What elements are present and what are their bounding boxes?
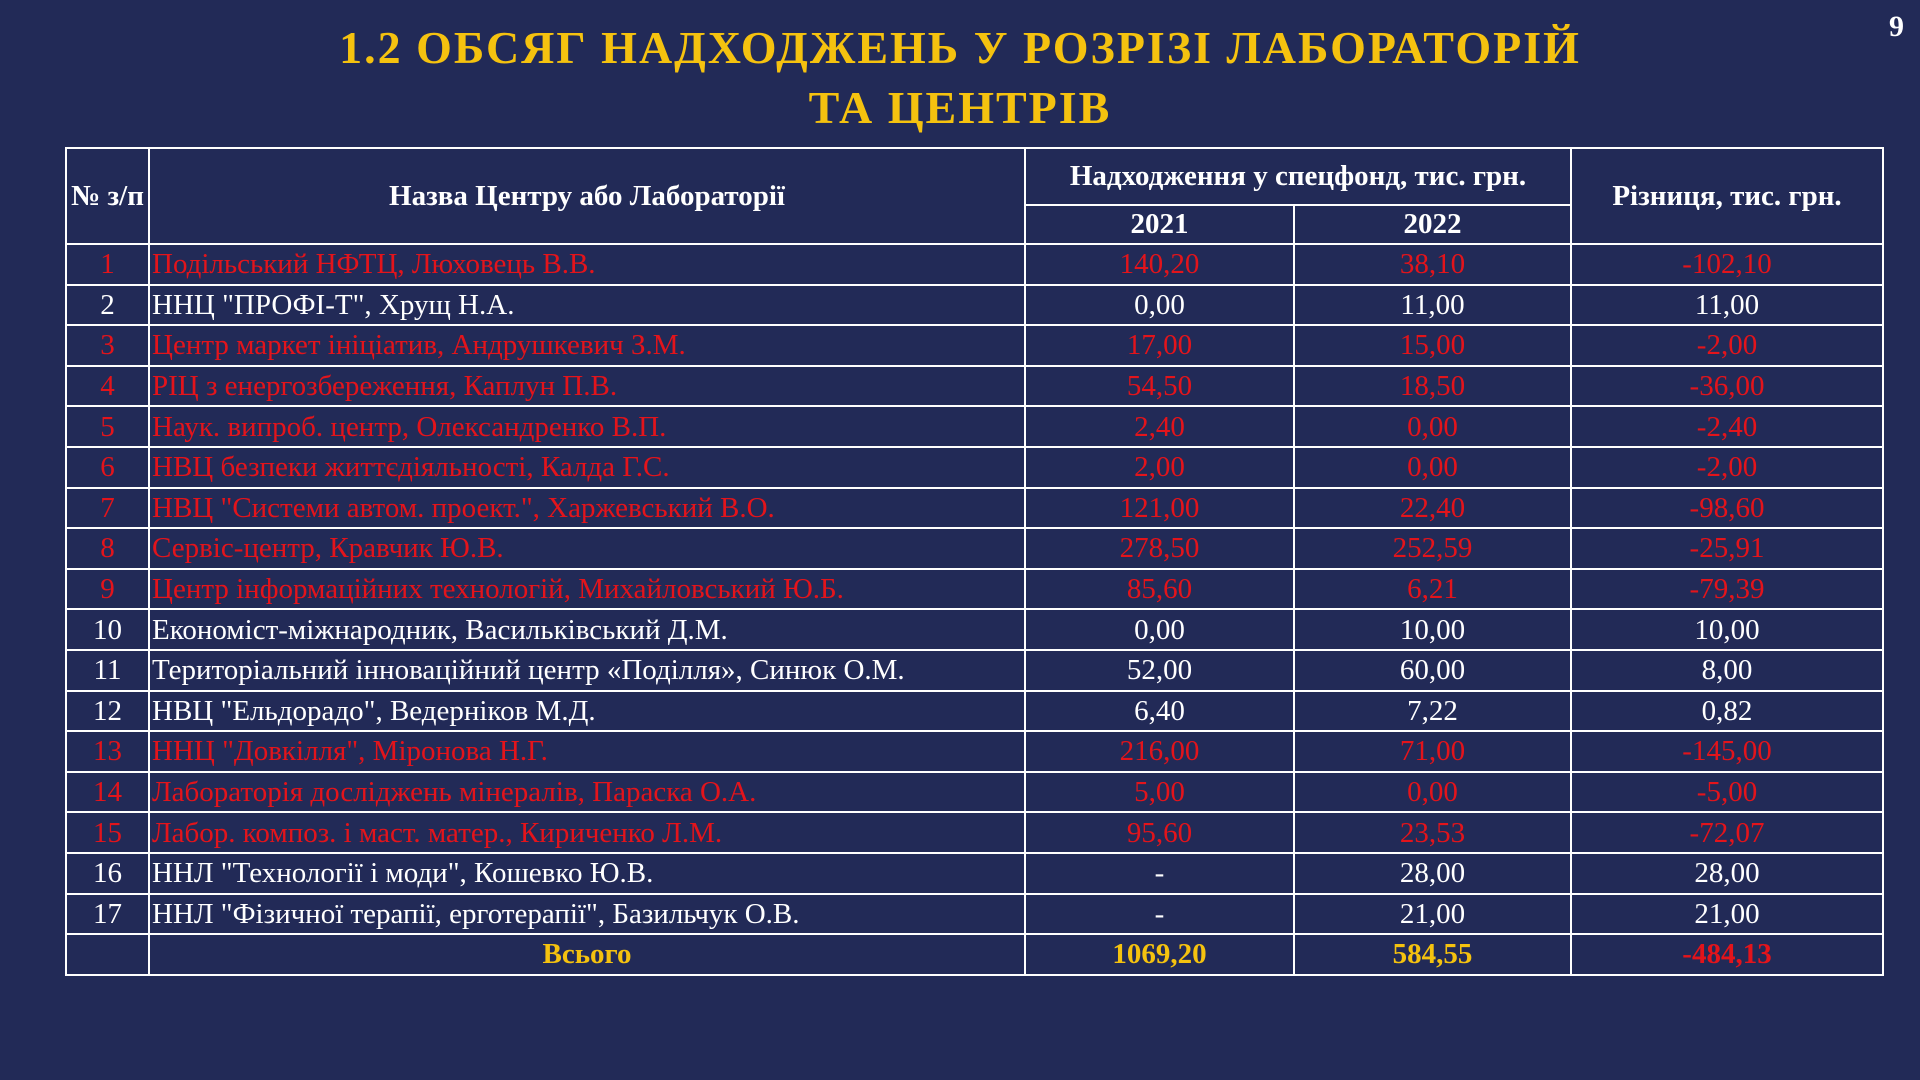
- total-row: [66, 934, 1883, 975]
- row-number: 3: [66, 325, 149, 366]
- row-2022-value: 11,00: [1294, 285, 1571, 326]
- table-row: [66, 447, 1883, 488]
- row-2022-value: 6,21: [1294, 569, 1571, 610]
- row-number: 17: [66, 894, 149, 935]
- row-number: 16: [66, 853, 149, 894]
- row-name: Сервіс-центр, Кравчик Ю.В.: [149, 528, 1025, 569]
- table-row: [66, 244, 1883, 285]
- table-header-row: [66, 148, 1883, 205]
- row-name: ННЦ "ПРОФІ-Т", Хрущ Н.А.: [149, 285, 1025, 326]
- row-2022-value: 21,00: [1294, 894, 1571, 935]
- row-2021-value: 5,00: [1025, 772, 1294, 813]
- row-2021-value: 6,40: [1025, 691, 1294, 732]
- row-difference: 8,00: [1571, 650, 1883, 691]
- row-difference: -98,60: [1571, 488, 1883, 529]
- row-name: Лабор. композ. і маст. матер., Кириченко Л.М.: [149, 812, 1025, 853]
- page-title-line-1: 1.2 ОБСЯГ НАДХОДЖЕНЬ У РОЗРІЗІ ЛАБОРАТОРІЙ: [339, 22, 1581, 73]
- table-row: [66, 650, 1883, 691]
- row-difference: -72,07: [1571, 812, 1883, 853]
- row-number: 7: [66, 488, 149, 529]
- header-difference: Різниця, тис. грн.: [1571, 148, 1883, 244]
- table-row: [66, 894, 1883, 935]
- table-row: [66, 609, 1883, 650]
- row-2021-value: 85,60: [1025, 569, 1294, 610]
- row-name: РІЦ з енергозбереження, Каплун П.В.: [149, 366, 1025, 407]
- row-name: ННЛ "Фізичної терапії, ерготерапії", Базильчук О.В.: [149, 894, 1025, 935]
- row-2022-value: 18,50: [1294, 366, 1571, 407]
- row-number: 15: [66, 812, 149, 853]
- row-2022-value: 22,40: [1294, 488, 1571, 529]
- row-number: 12: [66, 691, 149, 732]
- table-row: [66, 366, 1883, 407]
- row-number: 14: [66, 772, 149, 813]
- table-row: [66, 325, 1883, 366]
- row-name: Економіст-міжнародник, Васильківський Д.М.: [149, 609, 1025, 650]
- row-number: 9: [66, 569, 149, 610]
- row-name: Лабораторія досліджень мінералів, Параска О.А.: [149, 772, 1025, 813]
- row-2021-value: -: [1025, 894, 1294, 935]
- header-name: Назва Центру або Лабораторії: [149, 148, 1025, 244]
- row-difference: -5,00: [1571, 772, 1883, 813]
- row-2021-value: 278,50: [1025, 528, 1294, 569]
- row-2022-value: 10,00: [1294, 609, 1571, 650]
- row-2022-value: 7,22: [1294, 691, 1571, 732]
- row-difference: 11,00: [1571, 285, 1883, 326]
- total-2022: 584,55: [1294, 934, 1571, 975]
- row-2022-value: 38,10: [1294, 244, 1571, 285]
- row-2021-value: 0,00: [1025, 609, 1294, 650]
- row-number: 13: [66, 731, 149, 772]
- table-row: [66, 812, 1883, 853]
- table-body: [66, 244, 1883, 975]
- table-row: [66, 691, 1883, 732]
- page-number: 9: [1889, 10, 1904, 43]
- row-number: 1: [66, 244, 149, 285]
- row-2022-value: 0,00: [1294, 406, 1571, 447]
- row-2021-value: -: [1025, 853, 1294, 894]
- total-num: [66, 934, 149, 975]
- row-2021-value: 2,00: [1025, 447, 1294, 488]
- total-2021: 1069,20: [1025, 934, 1294, 975]
- row-2022-value: 0,00: [1294, 772, 1571, 813]
- header-num: № з/п: [66, 148, 149, 244]
- row-name: НВЦ "Ельдорадо", Ведерніков М.Д.: [149, 691, 1025, 732]
- row-name: ННЦ "Довкілля", Міронова Н.Г.: [149, 731, 1025, 772]
- table-row: [66, 772, 1883, 813]
- row-2021-value: 216,00: [1025, 731, 1294, 772]
- row-2021-value: 54,50: [1025, 366, 1294, 407]
- row-name: Територіальний інноваційний центр «Поділля», Синюк О.М.: [149, 650, 1025, 691]
- row-name: НВЦ безпеки життєдіяльності, Калда Г.С.: [149, 447, 1025, 488]
- row-2022-value: 28,00: [1294, 853, 1571, 894]
- row-name: Наук. випроб. центр, Олександренко В.П.: [149, 406, 1025, 447]
- total-label: Всього: [149, 934, 1025, 975]
- total-difference: -484,13: [1571, 934, 1883, 975]
- row-difference: 21,00: [1571, 894, 1883, 935]
- income-table: [65, 147, 1884, 976]
- row-2021-value: 17,00: [1025, 325, 1294, 366]
- header-year-2021: 2021: [1025, 205, 1294, 244]
- row-difference: -2,40: [1571, 406, 1883, 447]
- row-difference: 28,00: [1571, 853, 1883, 894]
- row-difference: -2,00: [1571, 325, 1883, 366]
- table-row: [66, 853, 1883, 894]
- row-difference: -36,00: [1571, 366, 1883, 407]
- row-number: 4: [66, 366, 149, 407]
- row-name: ННЛ "Технології і моди", Кошевко Ю.В.: [149, 853, 1025, 894]
- table-row: [66, 731, 1883, 772]
- header-income: Надходження у спецфонд, тис. грн.: [1025, 148, 1571, 205]
- table-row: [66, 285, 1883, 326]
- page-title: [0, 18, 1920, 138]
- row-2021-value: 140,20: [1025, 244, 1294, 285]
- row-difference: -145,00: [1571, 731, 1883, 772]
- row-number: 10: [66, 609, 149, 650]
- row-difference: -2,00: [1571, 447, 1883, 488]
- row-2021-value: 0,00: [1025, 285, 1294, 326]
- row-2021-value: 95,60: [1025, 812, 1294, 853]
- row-difference: -79,39: [1571, 569, 1883, 610]
- table-row: [66, 569, 1883, 610]
- row-number: 6: [66, 447, 149, 488]
- page-title-line-2: ТА ЦЕНТРІВ: [808, 82, 1112, 133]
- header-year-2022: 2022: [1294, 205, 1571, 244]
- row-name: Центр інформаційних технологій, Михайловський Ю.Б.: [149, 569, 1025, 610]
- table-row: [66, 406, 1883, 447]
- row-difference: -102,10: [1571, 244, 1883, 285]
- row-2022-value: 60,00: [1294, 650, 1571, 691]
- row-2022-value: 71,00: [1294, 731, 1571, 772]
- row-number: 2: [66, 285, 149, 326]
- row-name: НВЦ "Системи автом. проект.", Харжевський В.О.: [149, 488, 1025, 529]
- row-name: Центр маркет ініціатив, Андрушкевич З.М.: [149, 325, 1025, 366]
- row-2022-value: 0,00: [1294, 447, 1571, 488]
- row-number: 8: [66, 528, 149, 569]
- row-2022-value: 15,00: [1294, 325, 1571, 366]
- table-row: [66, 488, 1883, 529]
- row-number: 5: [66, 406, 149, 447]
- row-difference: 0,82: [1571, 691, 1883, 732]
- row-2021-value: 52,00: [1025, 650, 1294, 691]
- row-2021-value: 121,00: [1025, 488, 1294, 529]
- row-number: 11: [66, 650, 149, 691]
- row-2021-value: 2,40: [1025, 406, 1294, 447]
- row-difference: 10,00: [1571, 609, 1883, 650]
- row-2022-value: 252,59: [1294, 528, 1571, 569]
- row-name: Подільський НФТЦ, Люховець В.В.: [149, 244, 1025, 285]
- table-row: [66, 528, 1883, 569]
- row-difference: -25,91: [1571, 528, 1883, 569]
- row-2022-value: 23,53: [1294, 812, 1571, 853]
